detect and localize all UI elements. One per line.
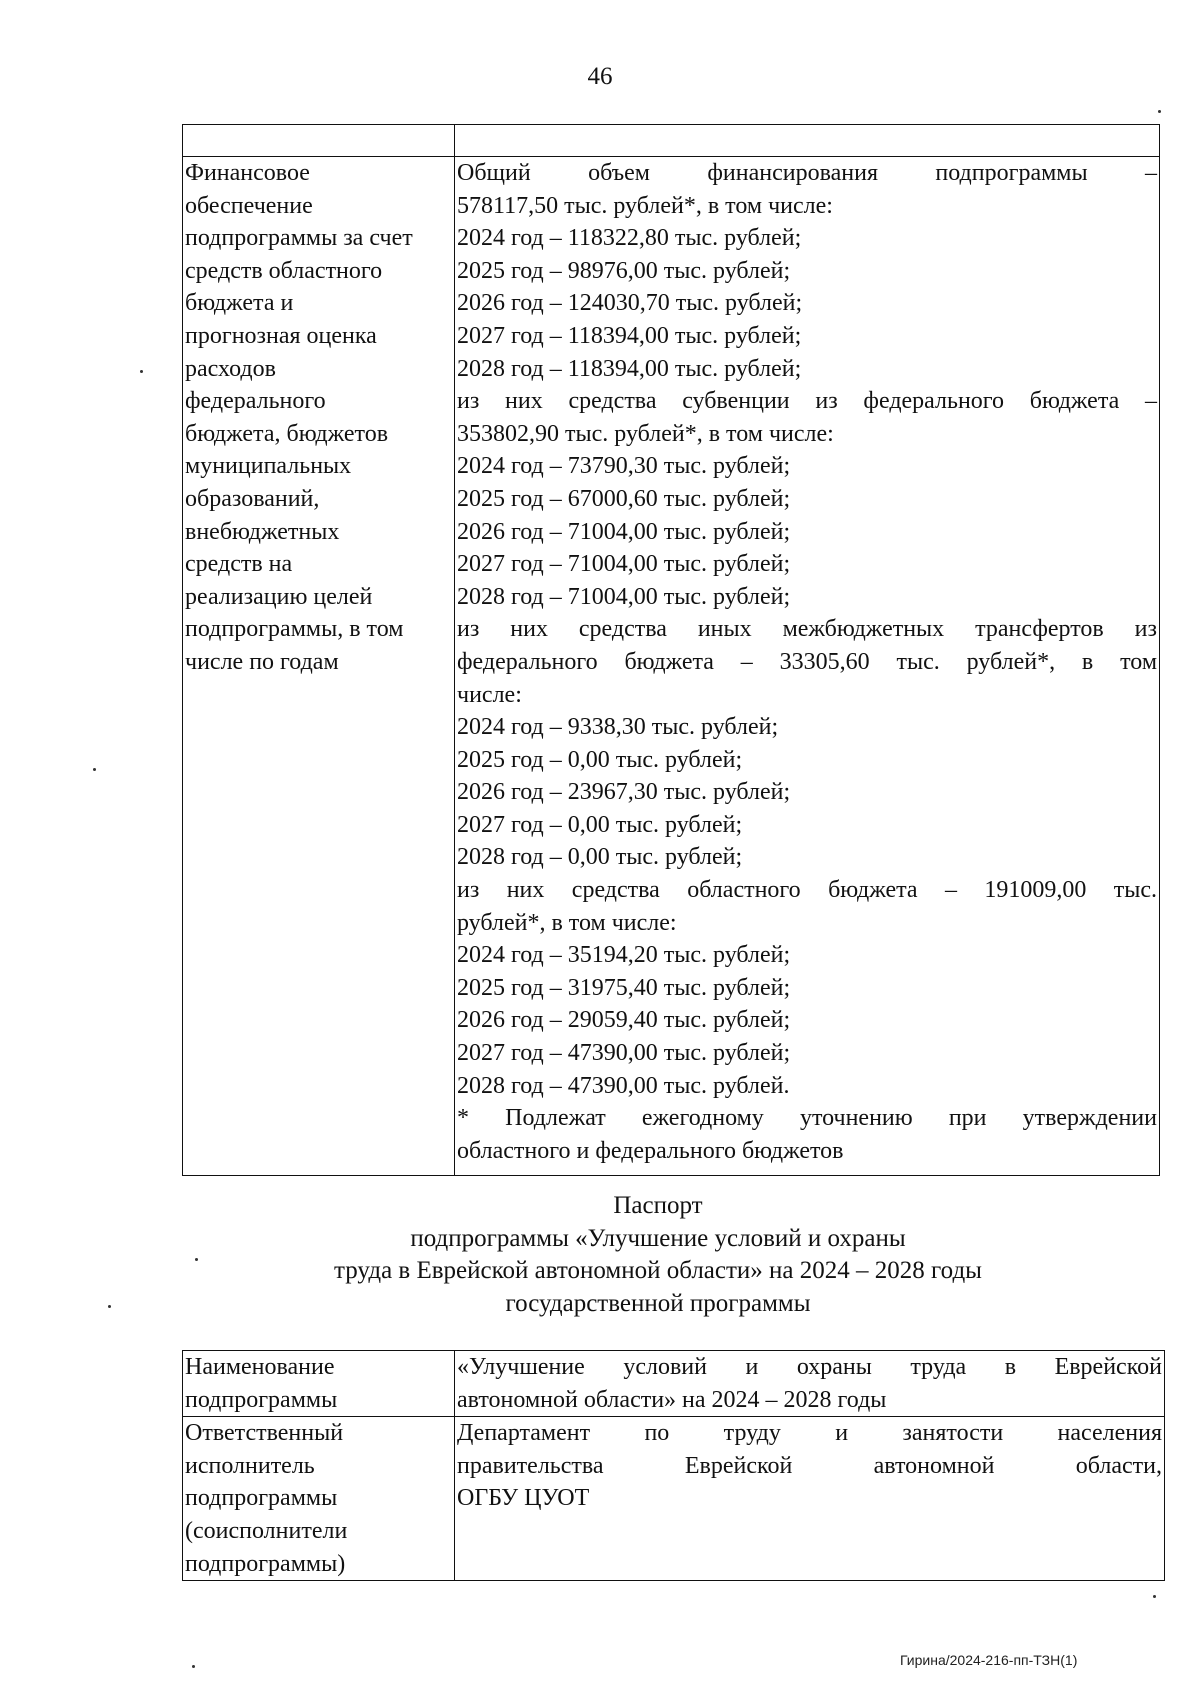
cell-line: 2028 год – 71004,00 тыс. рублей; xyxy=(457,583,791,610)
cell-line: подпрограммы, в том xyxy=(185,616,404,643)
passport-title-line: подпрограммы «Улучшение условий и охраны xyxy=(410,1224,906,1252)
cell-line: прогнозная оценка xyxy=(185,322,377,349)
cell-line: 2027 год – 0,00 тыс. рублей; xyxy=(457,811,743,838)
passport-label-cell xyxy=(183,1351,455,1417)
cell-line: (соисполнители xyxy=(185,1517,348,1544)
cell-line: Общий объем финансирования подпрограммы – xyxy=(457,160,1157,186)
cell-line: 2028 год – 0,00 тыс. рублей; xyxy=(457,844,743,871)
cell-line: федерального xyxy=(185,388,326,415)
cell-line: 2024 год – 73790,30 тыс. рублей; xyxy=(457,453,791,480)
cell-line: средств областного xyxy=(185,257,383,284)
cell-line: обеспечение xyxy=(185,192,313,219)
scan-speck xyxy=(140,370,143,373)
cell-line: 2028 год – 118394,00 тыс. рублей; xyxy=(457,355,802,382)
table-row xyxy=(183,157,1160,1176)
cell-line: автономной области» на 2024 – 2028 годы xyxy=(457,1386,887,1413)
scan-speck xyxy=(1158,110,1161,113)
scan-speck xyxy=(108,1305,111,1308)
table-header-empty-row xyxy=(183,125,1160,157)
cell-line: правительства Еврейской автономной области, xyxy=(457,1452,1162,1479)
cell-line: 353802,90 тыс. рублей*, в том числе: xyxy=(457,420,834,447)
cell-line: внебюджетных xyxy=(185,518,340,545)
passport-table xyxy=(182,1350,1165,1581)
passport-title xyxy=(0,1190,1200,1320)
cell-line: ОГБУ ЦУОТ xyxy=(457,1485,590,1512)
passport-label-cell xyxy=(183,1417,455,1581)
cell-line: 2024 год – 118322,80 тыс. рублей; xyxy=(457,225,802,252)
scan-speck xyxy=(192,1665,195,1668)
scan-speck xyxy=(195,1258,198,1261)
document-code: Гирина/2024-216-пп-ТЗН(1) xyxy=(900,1652,1078,1668)
empty-cell xyxy=(183,125,455,157)
cell-line: из них средства субвенции из федерального бюджета – xyxy=(457,388,1157,415)
cell-line: подпрограммы за счет xyxy=(185,225,413,252)
cell-line: Ответственный xyxy=(185,1420,344,1447)
cell-line: муниципальных xyxy=(185,453,352,480)
cell-line: из них средства иных межбюджетных трансфертов из xyxy=(457,616,1157,643)
empty-cell xyxy=(455,125,1160,157)
cell-line: 2024 год – 9338,30 тыс. рублей; xyxy=(457,714,779,741)
cell-line: подпрограммы xyxy=(185,1485,338,1512)
cell-line: исполнитель xyxy=(185,1452,315,1479)
cell-line: средств на xyxy=(185,551,293,578)
cell-line: 2026 год – 71004,00 тыс. рублей; xyxy=(457,518,791,545)
passport-value-cell xyxy=(455,1417,1165,1581)
passport-title-line: государственной программы xyxy=(505,1289,811,1317)
cell-line: 2025 год – 98976,00 тыс. рублей; xyxy=(457,257,791,284)
passport-value-cell xyxy=(455,1351,1165,1417)
cell-line: рублей*, в том числе: xyxy=(457,909,677,936)
cell-line: 2027 год – 118394,00 тыс. рублей; xyxy=(457,322,802,349)
finance-label-cell xyxy=(183,157,455,1176)
cell-line: 2026 год – 29059,40 тыс. рублей; xyxy=(457,1007,791,1034)
cell-line: 2024 год – 35194,20 тыс. рублей; xyxy=(457,942,791,969)
cell-line: областного и федерального бюджетов xyxy=(457,1137,844,1164)
cell-line: 578117,50 тыс. рублей*, в том числе: xyxy=(457,192,833,219)
cell-line: бюджета и xyxy=(185,290,294,317)
finance-details-cell xyxy=(455,157,1160,1176)
table-row xyxy=(183,1351,1165,1417)
cell-line: 2027 год – 71004,00 тыс. рублей; xyxy=(457,551,791,578)
cell-line: образований, xyxy=(185,485,320,512)
cell-line: числе: xyxy=(457,681,522,708)
cell-line: из них средства областного бюджета – 191009,00 тыс. xyxy=(457,877,1157,904)
cell-line: 2028 год – 47390,00 тыс. рублей. xyxy=(457,1072,790,1099)
cell-line: 2025 год – 0,00 тыс. рублей; xyxy=(457,746,743,773)
cell-line: «Улучшение условий и охраны труда в Еврейской xyxy=(457,1354,1162,1380)
cell-line: 2026 год – 23967,30 тыс. рублей; xyxy=(457,779,791,806)
passport-title-line: Паспорт xyxy=(613,1192,703,1219)
cell-line: Наименование xyxy=(185,1354,335,1380)
cell-line: федерального бюджета – 33305,60 тыс. рублей*, в том xyxy=(457,648,1157,675)
cell-line: расходов xyxy=(185,355,276,382)
cell-line: 2025 год – 31975,40 тыс. рублей; xyxy=(457,974,791,1001)
cell-line: числе по годам xyxy=(185,648,339,675)
cell-line: Финансовое xyxy=(185,160,310,186)
cell-line: 2027 год – 47390,00 тыс. рублей; xyxy=(457,1040,791,1067)
cell-line: * Подлежат ежегодному уточнению при утверждении xyxy=(457,1105,1157,1132)
scan-speck xyxy=(93,768,96,771)
finance-table xyxy=(182,124,1160,1176)
cell-line: подпрограммы xyxy=(185,1386,338,1413)
cell-line: Департамент по труду и занятости населения xyxy=(457,1420,1162,1447)
cell-line: бюджета, бюджетов xyxy=(185,420,389,447)
cell-line: 2026 год – 124030,70 тыс. рублей; xyxy=(457,290,803,317)
table-row xyxy=(183,1417,1165,1581)
page-number: 46 xyxy=(587,63,613,90)
cell-line: подпрограммы) xyxy=(185,1550,346,1577)
passport-title-line: труда в Еврейской автономной области» на 2024 – 2028 годы xyxy=(334,1257,982,1284)
cell-line: 2025 год – 67000,60 тыс. рублей; xyxy=(457,485,791,512)
scan-speck xyxy=(1153,1595,1156,1598)
cell-line: реализацию целей xyxy=(185,583,373,610)
